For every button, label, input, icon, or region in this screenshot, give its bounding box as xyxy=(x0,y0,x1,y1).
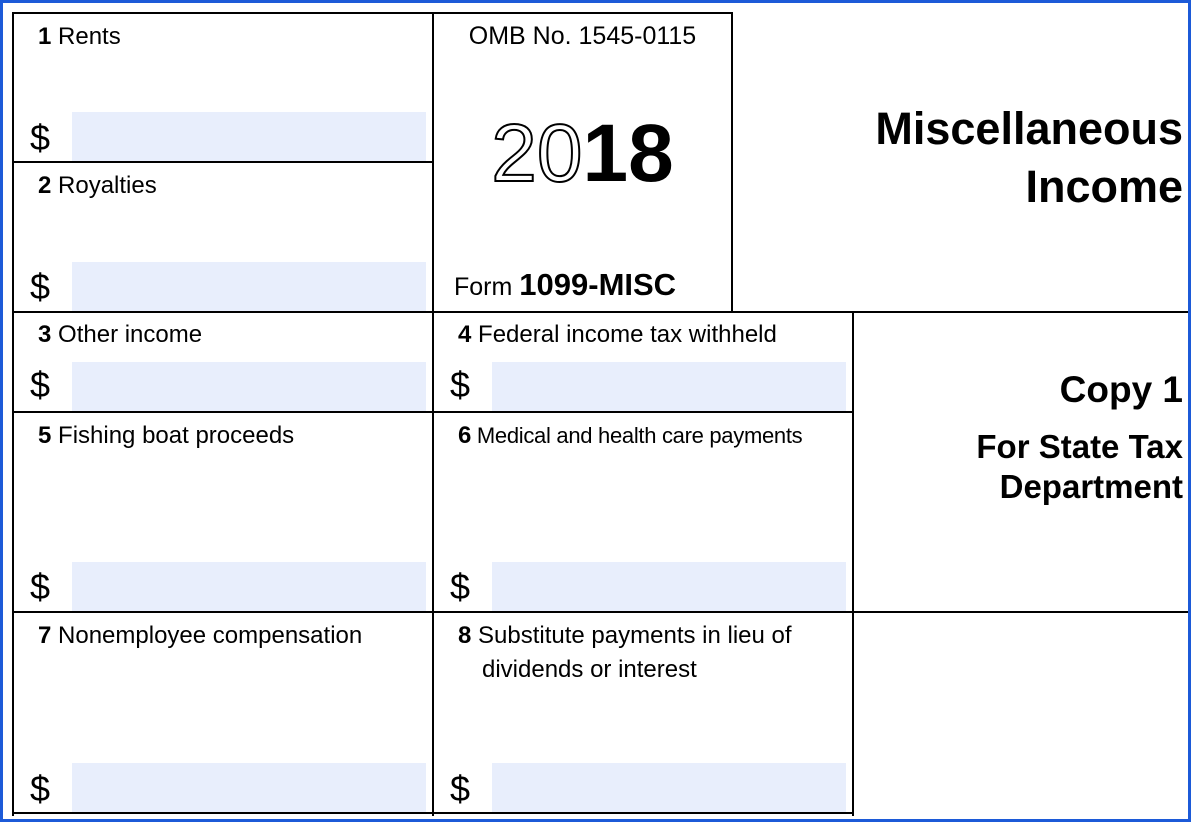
box-2-royalties xyxy=(14,163,432,311)
copy-description-line-1: For State Tax xyxy=(976,428,1183,465)
box-number: 3 xyxy=(38,321,52,348)
box-number: 7 xyxy=(38,622,52,649)
dollar-sign: $ xyxy=(450,768,471,809)
box-7-nonemployee-compensation xyxy=(14,613,432,812)
dollar-sign: $ xyxy=(30,768,51,809)
federal-tax-withheld-amount-input[interactable] xyxy=(492,362,846,411)
box-number: 1 xyxy=(38,23,52,50)
year-box xyxy=(434,14,731,311)
form-word: Form xyxy=(454,273,513,301)
dollar-sign: $ xyxy=(30,364,51,405)
box-label: Federal income tax withheld xyxy=(478,321,777,348)
box-number: 5 xyxy=(38,422,52,449)
box-1-rents xyxy=(14,14,432,161)
title-line-1: Miscellaneous xyxy=(875,103,1183,154)
medical-payments-amount-input[interactable] xyxy=(492,562,846,611)
box-3-other-income xyxy=(14,313,432,411)
rents-amount-input[interactable] xyxy=(72,112,426,161)
box-label: Other income xyxy=(58,321,203,348)
box-number: 6 xyxy=(458,422,472,449)
tax-year-outline: 20 xyxy=(491,108,583,199)
dollar-sign: $ xyxy=(450,364,471,405)
dollar-sign: $ xyxy=(30,117,51,158)
dollar-sign: $ xyxy=(450,566,471,607)
copy-description-line-2: Department xyxy=(999,468,1183,505)
substitute-payments-amount-input[interactable] xyxy=(492,763,846,812)
form-number: 1099-MISC xyxy=(519,267,677,302)
omb-number: OMB No. 1545-0115 xyxy=(468,22,697,50)
box-label: Fishing boat proceeds xyxy=(58,422,295,449)
box-8-substitute-payments xyxy=(434,613,852,812)
form-1099-misc xyxy=(6,6,1188,819)
box-6-medical-payments xyxy=(434,413,852,611)
fishing-boat-proceeds-amount-input[interactable] xyxy=(72,562,426,611)
box-label: Nonemployee compensation xyxy=(58,622,363,649)
divider xyxy=(12,812,853,814)
form-name xyxy=(454,268,676,304)
nonemployee-compensation-amount-input[interactable] xyxy=(72,763,426,812)
tax-year-solid: 18 xyxy=(582,108,674,199)
box-label: Rents xyxy=(58,23,121,50)
box-label-line-1: Substitute payments in lieu of xyxy=(478,622,792,649)
royalties-amount-input[interactable] xyxy=(72,262,426,311)
form-title xyxy=(733,14,1183,311)
dollar-sign: $ xyxy=(30,266,51,307)
box-number: 8 xyxy=(458,622,472,649)
copy-label: Copy 1 xyxy=(1059,369,1183,410)
tax-year xyxy=(434,106,731,202)
box-label-line-2: dividends or interest xyxy=(482,656,697,683)
box-label: Royalties xyxy=(58,172,157,199)
box-label: Medical and health care payments xyxy=(476,423,803,448)
box-4-federal-tax-withheld xyxy=(434,313,852,411)
dollar-sign: $ xyxy=(30,566,51,607)
box-number: 4 xyxy=(458,321,472,348)
title-line-2: Income xyxy=(1025,161,1183,212)
box-5-fishing-boat-proceeds xyxy=(14,413,432,611)
copy-designation xyxy=(854,313,1183,611)
box-number: 2 xyxy=(38,172,52,199)
other-income-amount-input[interactable] xyxy=(72,362,426,411)
